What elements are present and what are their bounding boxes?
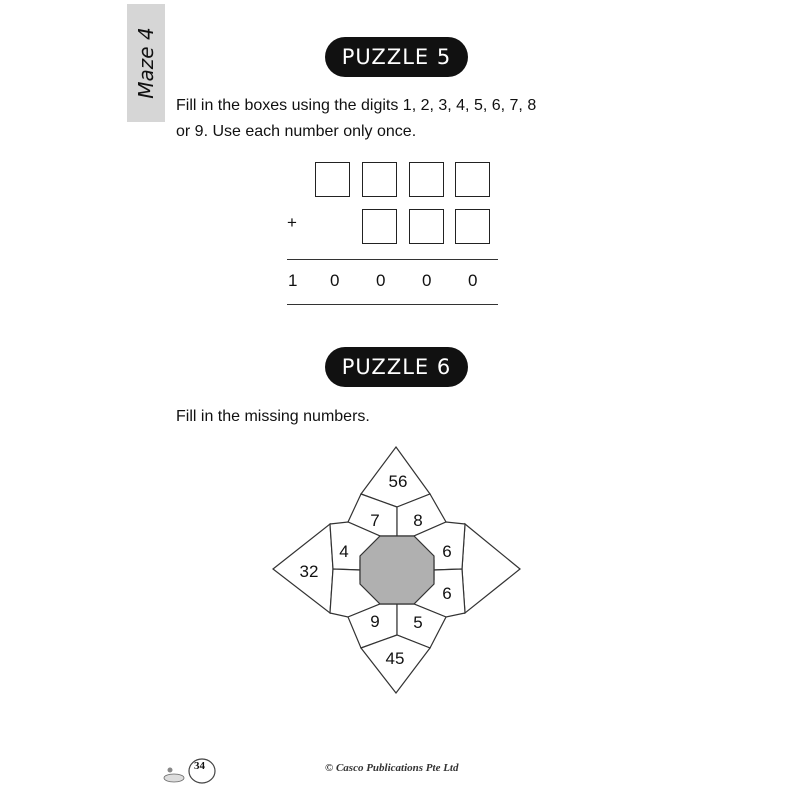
result-digit: 0 — [422, 271, 432, 290]
result-digit: 0 — [330, 271, 340, 290]
footer-mascot-icon — [160, 757, 220, 787]
puzzle6-title: PUZZLE 6 — [325, 347, 468, 387]
puzzle6-instruction: Fill in the missing numbers. — [176, 408, 370, 425]
side-tab-label: Maze 4 — [134, 27, 158, 99]
star-cell-right-tip[interactable] — [462, 524, 520, 613]
page-number: 34 — [194, 760, 205, 772]
cell-value-bottom-left: 9 — [370, 612, 380, 631]
cell-value-top-left: 7 — [370, 511, 380, 530]
cell-value-top-tip: 56 — [388, 472, 408, 491]
cell-value-left-tip: 32 — [299, 562, 319, 581]
center-octagon — [360, 536, 434, 604]
plus-sign: + — [287, 213, 297, 232]
cell-value-top-right: 8 — [413, 511, 423, 530]
cell-value-right-top: 6 — [442, 542, 452, 561]
result-digit: 0 — [468, 271, 478, 290]
result-digit: 0 — [376, 271, 386, 290]
copyright-text: © Casco Publications Pte Ltd — [325, 762, 459, 774]
puzzle5-instruction-line2: or 9. Use each number only once. — [176, 123, 417, 140]
cell-value-right-bottom: 6 — [442, 584, 452, 603]
puzzle5-instruction-line1: Fill in the boxes using the digits 1, 2, 3, 4, 5, 6, 7, 8 — [176, 97, 537, 114]
result-digit: 1 — [288, 271, 298, 290]
cell-value-left-top: 4 — [339, 542, 349, 561]
puzzle5-title: PUZZLE 5 — [325, 37, 468, 77]
cell-value-bottom-right: 5 — [413, 613, 423, 632]
cell-value-bottom-tip: 45 — [385, 649, 405, 668]
